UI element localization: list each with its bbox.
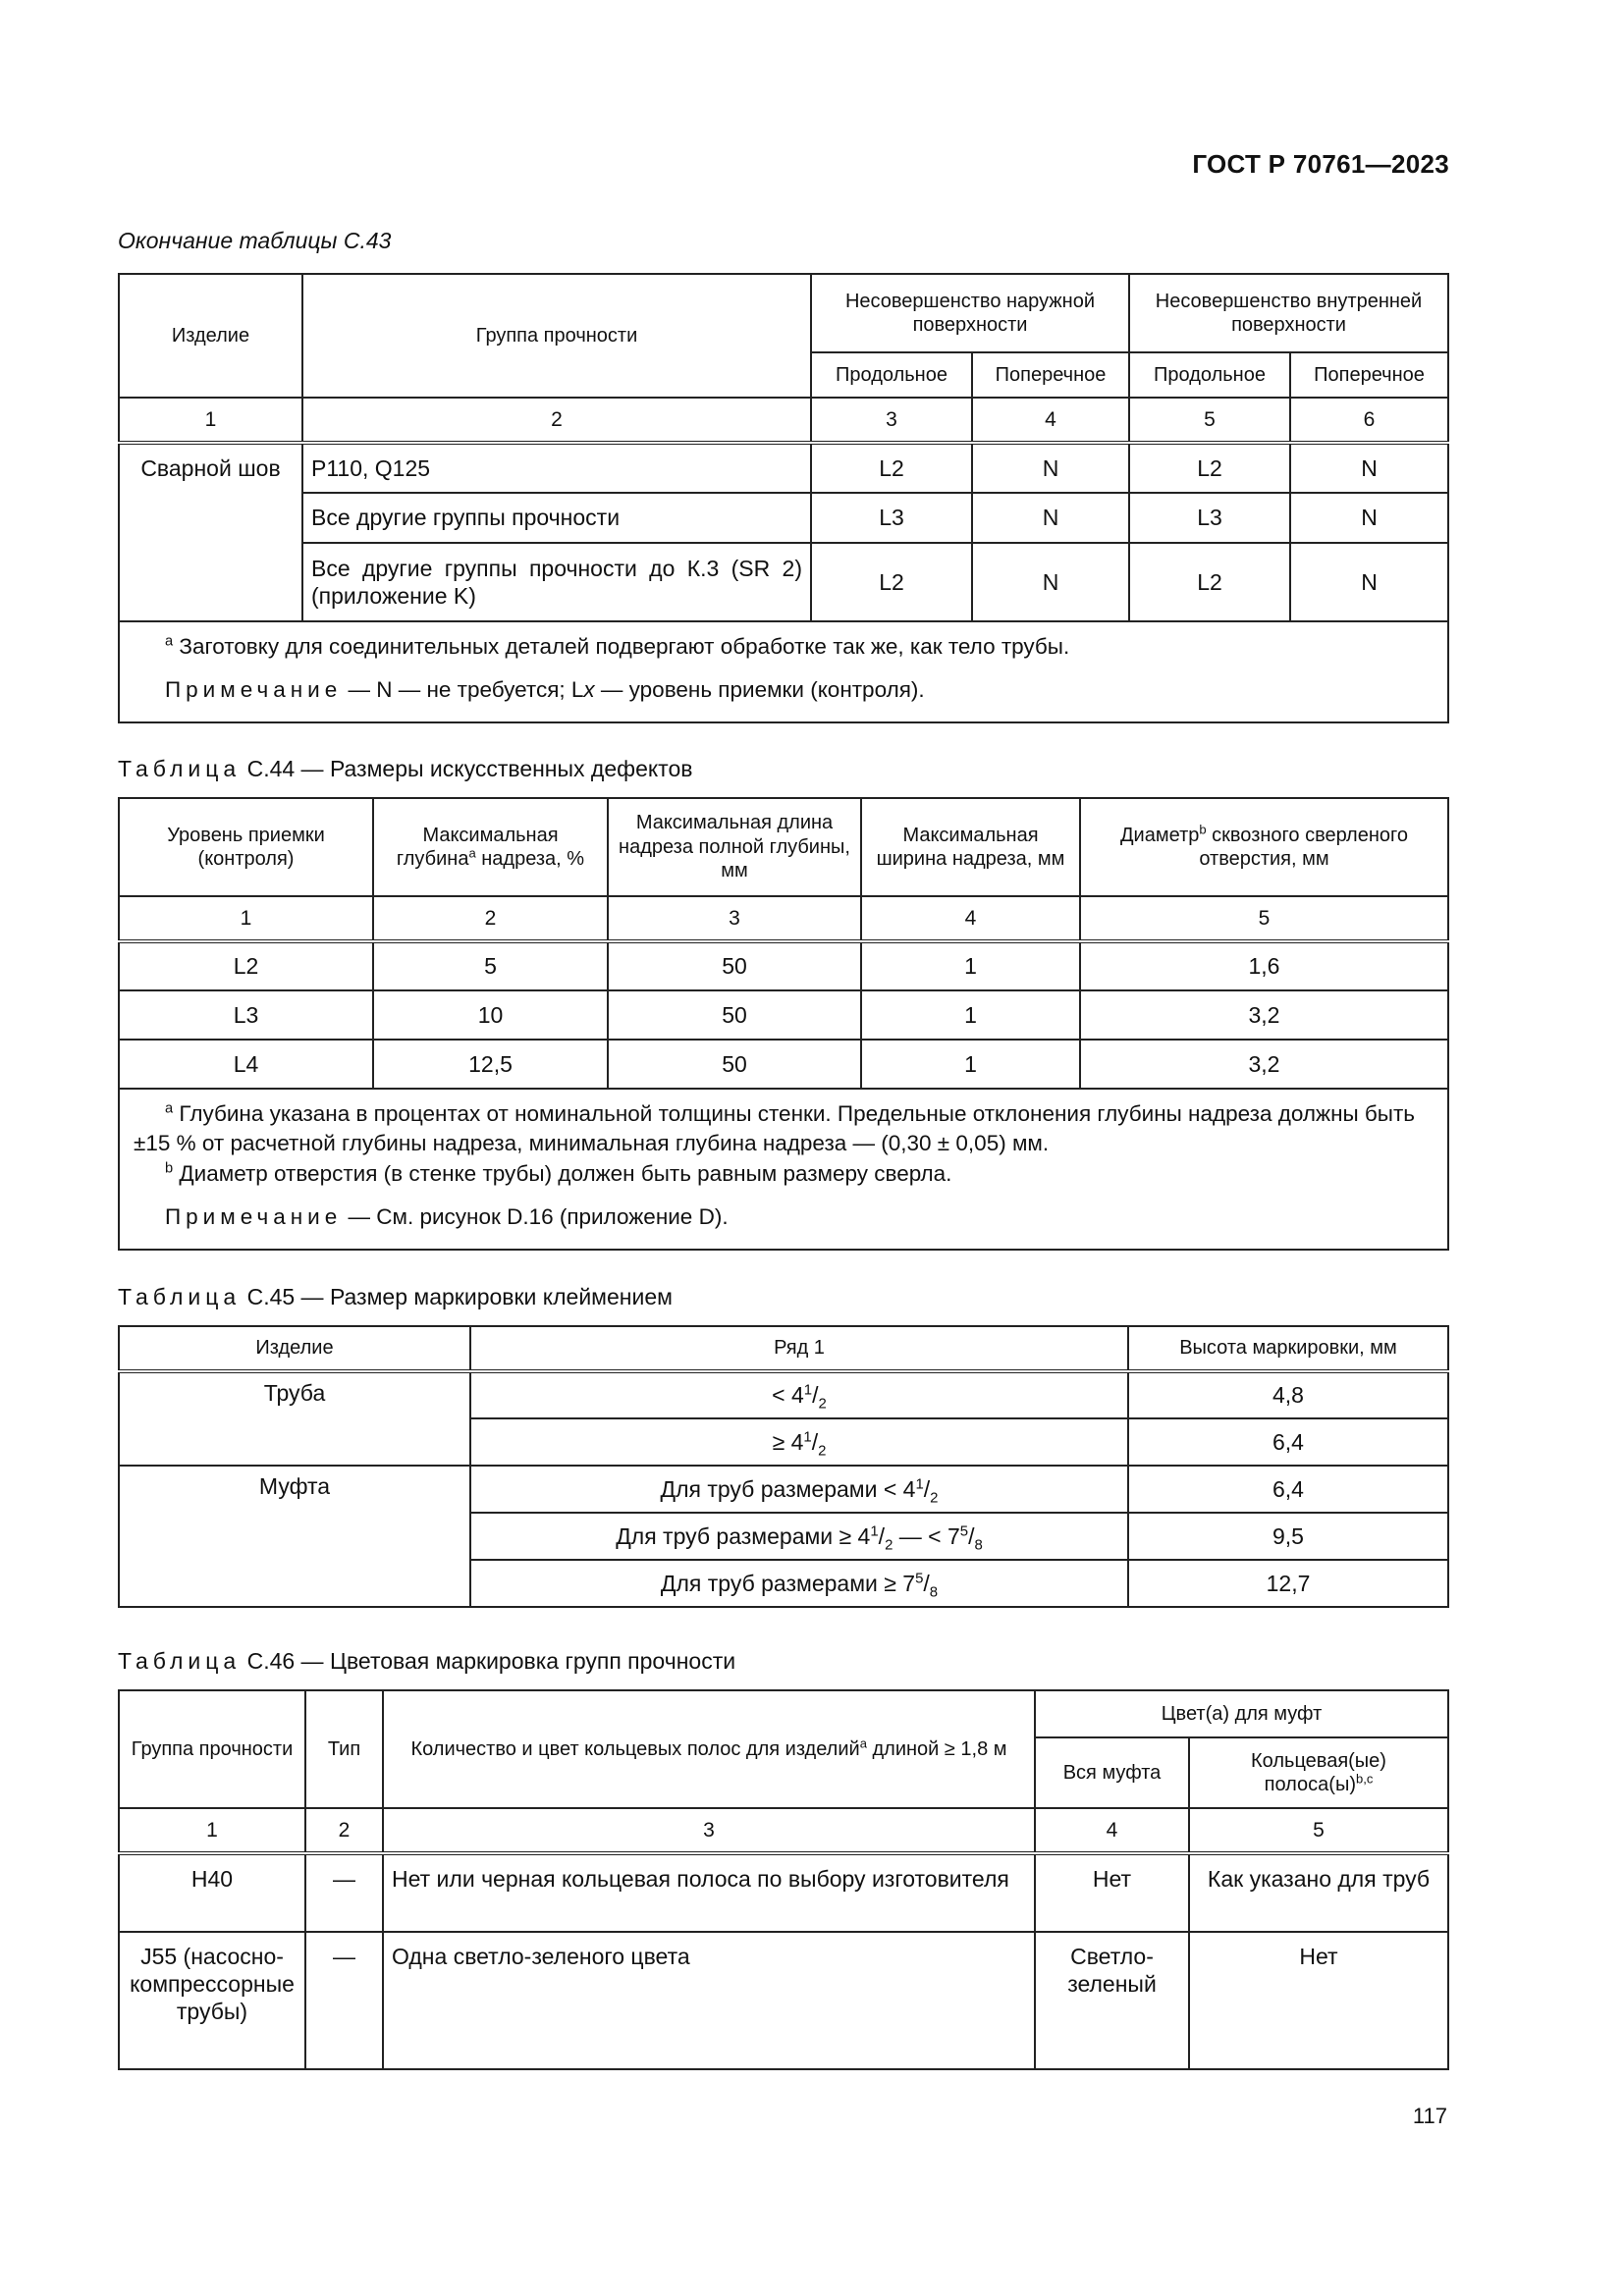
footnote-mark: b <box>165 1160 174 1177</box>
table-cell: L3 <box>811 493 972 543</box>
header-longitudinal: Продольное <box>811 352 972 398</box>
size-text: Для труб размерами < 4 <box>660 1475 916 1502</box>
table-cell: 1 <box>861 1040 1080 1089</box>
footnote-a <box>134 1099 1435 1159</box>
footnote-b <box>134 1159 1435 1189</box>
table-notes-row <box>119 621 1448 722</box>
column-number: 1 <box>119 398 302 443</box>
table-cell: Нет <box>1035 1853 1189 1932</box>
note-variable: x <box>583 677 595 703</box>
table-cell: 1,6 <box>1080 941 1448 990</box>
size-cell: ≥ $4^1/_2$ <box>470 1418 1128 1466</box>
strength-group-cell: Все другие группы прочности <box>302 493 811 543</box>
header-text: Диаметр <box>1120 824 1200 846</box>
fraction-numerator: 5 <box>915 1570 924 1587</box>
footnote-text: Заготовку для соединительных деталей подвергают обработке так же, как тело трубы. <box>179 634 1070 659</box>
table-cell: — <box>305 1932 383 2069</box>
header-row-1: Ряд 1 <box>470 1326 1128 1371</box>
table-cell: 12,5 <box>373 1040 608 1089</box>
header-inner-surface: Несовершенство внутренней поверхности <box>1129 274 1448 352</box>
header-hole-diameter <box>1080 798 1448 896</box>
table-cell: N <box>972 443 1129 493</box>
table-cell: 50 <box>608 941 861 990</box>
header-outer-surface: Несовершенство наружной поверхности <box>811 274 1129 352</box>
table-c46-caption <box>118 1648 735 1675</box>
product-name: Сварной шов <box>119 443 302 621</box>
table-cell: Как указано для труб <box>1189 1853 1448 1932</box>
column-number: 5 <box>1189 1808 1448 1853</box>
table-c46 <box>118 1689 1449 2070</box>
header-whole-coupling: Вся муфта <box>1035 1737 1189 1808</box>
note-label: Примечание <box>165 677 343 703</box>
table-note <box>134 1202 1435 1232</box>
header-strength-group: Группа прочности <box>119 1690 305 1808</box>
table-cell: 3,2 <box>1080 990 1448 1040</box>
table-cell: N <box>1290 493 1448 543</box>
caption-prefix: Таблица <box>118 756 242 781</box>
fraction-denominator: 2 <box>930 1489 939 1507</box>
table-c43 <box>118 273 1449 723</box>
table-cell: — <box>305 1853 383 1932</box>
table-row <box>119 1371 1448 1418</box>
column-number: 2 <box>373 896 608 941</box>
table-notes-row <box>119 1089 1448 1250</box>
table-cell: 3,2 <box>1080 1040 1448 1089</box>
fraction-denominator: 8 <box>974 1536 983 1554</box>
table-cell: 50 <box>608 990 861 1040</box>
size-cell: Для труб размерами ≥ $7^5/_8$ <box>470 1560 1128 1607</box>
column-number: 3 <box>383 1808 1035 1853</box>
strength-group-cell: P110, Q125 <box>302 443 811 493</box>
size-cell: < $4^1/_2$ <box>470 1371 1128 1418</box>
table-cell: 9,5 <box>1128 1513 1448 1560</box>
table-cell: 5 <box>373 941 608 990</box>
table-cell: 10 <box>373 990 608 1040</box>
table-cell: 6,4 <box>1128 1466 1448 1513</box>
column-number: 5 <box>1129 398 1290 443</box>
fraction-numerator: 1 <box>803 1381 813 1399</box>
column-number: 4 <box>861 896 1080 941</box>
table-row <box>119 1853 1448 1932</box>
size-text: < 4 <box>772 1382 804 1409</box>
column-number: 3 <box>811 398 972 443</box>
size-text: Для труб размерами ≥ 4 <box>616 1522 871 1549</box>
table-c43-caption: Окончание таблицы С.43 <box>118 228 392 253</box>
caption-prefix: Таблица <box>118 1284 242 1309</box>
header-longitudinal: Продольное <box>1129 352 1290 398</box>
table-cell: J55 (насосно-компрессорные трубы) <box>119 1932 305 2069</box>
caption-text: С.44 — Размеры искусственных дефектов <box>246 756 693 781</box>
column-number: 5 <box>1080 896 1448 941</box>
header-ring-bands <box>1189 1737 1448 1808</box>
note-label: Примечание <box>165 1204 343 1230</box>
size-text: ≥ 4 <box>772 1428 804 1455</box>
table-cell: N <box>1290 543 1448 621</box>
header-type: Тип <box>305 1690 383 1808</box>
caption-prefix: Таблица <box>118 1648 242 1674</box>
table-cell: Нет или черная кольцевая полоса по выбору изготовителя <box>383 1853 1035 1932</box>
page-number: 117 <box>1412 2104 1447 2128</box>
caption-text: С.45 — Размер маркировки клеймением <box>246 1284 673 1309</box>
header-max-width: Максимальная ширина надреза, мм <box>861 798 1080 896</box>
table-row <box>119 493 1448 543</box>
fraction-denominator: 2 <box>818 1396 827 1414</box>
footnote-mark: a <box>165 633 174 650</box>
header-transverse: Поперечное <box>972 352 1129 398</box>
column-number: 4 <box>1035 1808 1189 1853</box>
table-cell: H40 <box>119 1853 305 1932</box>
header-strength-group: Группа прочности <box>302 274 811 398</box>
table-cell: L3 <box>1129 493 1290 543</box>
column-number-row <box>119 1808 1448 1853</box>
footnote-text: Диаметр отверстия (в стенке трубы) должен быть равным размеру сверла. <box>179 1160 952 1186</box>
column-number: 1 <box>119 896 373 941</box>
table-cell: 6,4 <box>1128 1418 1448 1466</box>
table-cell: N <box>972 493 1129 543</box>
header-text: надреза, % <box>475 848 585 870</box>
note-text: — N — не требуется; L <box>342 677 584 703</box>
table-c44-caption <box>118 756 692 782</box>
column-number: 3 <box>608 896 861 941</box>
column-number: 4 <box>972 398 1129 443</box>
fraction-numerator: 1 <box>915 1475 924 1493</box>
header-transverse: Поперечное <box>1290 352 1448 398</box>
table-cell: 1 <box>861 941 1080 990</box>
column-number: 6 <box>1290 398 1448 443</box>
product-name: Труба <box>119 1371 470 1466</box>
footnote-mark: a <box>165 1100 174 1117</box>
table-cell: L2 <box>811 543 972 621</box>
fraction-denominator: 2 <box>885 1536 893 1554</box>
table-row <box>119 1040 1448 1089</box>
header-marking-height: Высота маркировки, мм <box>1128 1326 1448 1371</box>
table-cell: 12,7 <box>1128 1560 1448 1607</box>
table-cell: N <box>972 543 1129 621</box>
table-row <box>119 443 1448 493</box>
footnote-mark: a <box>468 845 476 861</box>
footnote-a <box>134 632 1435 662</box>
fraction-numerator: 1 <box>870 1522 879 1540</box>
column-number: 2 <box>305 1808 383 1853</box>
table-row <box>119 941 1448 990</box>
table-cell: N <box>1290 443 1448 493</box>
header-product: Изделие <box>119 274 302 398</box>
header-max-length: Максимальная длина надреза полной глубины, мм <box>608 798 861 896</box>
header-coupling-colors: Цвет(а) для муфт <box>1035 1690 1448 1737</box>
note-text: — См. рисунок D.16 (приложение D). <box>342 1204 729 1230</box>
table-cell: 50 <box>608 1040 861 1089</box>
table-cell: L3 <box>119 990 373 1040</box>
table-cell: Нет <box>1189 1932 1448 2069</box>
table-c45-caption <box>118 1284 673 1310</box>
table-c44 <box>118 797 1449 1251</box>
table-row <box>119 990 1448 1040</box>
header-text: длиной ≥ 1,8 м <box>866 1737 1007 1760</box>
column-number: 1 <box>119 1808 305 1853</box>
header-text: Кольцевая(ые) полоса(ы) <box>1251 1749 1386 1795</box>
table-c45 <box>118 1325 1449 1608</box>
fraction-denominator: 8 <box>929 1583 939 1601</box>
footnote-mark: b <box>1199 821 1207 836</box>
size-cell: Для труб размерами < $4^1/_2$ <box>470 1466 1128 1513</box>
footnote-text: Глубина указана в процентах от номинальной толщины стенки. Предельные отклонения глубины надреза должны быть ±15 % от расчетной глубины надреза, минимальная глубина надреза — (0,30 ± 0,05) мм. <box>134 1101 1415 1156</box>
fraction-numerator: 5 <box>959 1522 969 1540</box>
document-id: ГОСТ Р 70761—2023 <box>1192 149 1449 179</box>
size-text: — < 7 <box>893 1522 960 1549</box>
strength-group-cell: Все другие группы прочности до К.3 (SR 2) (приложение K) <box>302 543 811 621</box>
table-cell: L2 <box>119 941 373 990</box>
header-acceptance-level: Уровень приемки (контроля) <box>119 798 373 896</box>
caption-text: С.46 — Цветовая маркировка групп прочности <box>246 1648 736 1674</box>
table-note <box>134 675 1435 705</box>
header-text: сквозного сверленого отверстия, мм <box>1199 824 1408 870</box>
table-cell: L4 <box>119 1040 373 1089</box>
footnote-mark: b,c <box>1356 1771 1374 1787</box>
footnote-mark: a <box>859 1735 867 1751</box>
column-number: 2 <box>302 398 811 443</box>
table-row <box>119 1932 1448 2069</box>
fraction-numerator: 1 <box>803 1428 812 1446</box>
table-row <box>119 1466 1448 1513</box>
table-cell: 4,8 <box>1128 1371 1448 1418</box>
fraction-denominator: 2 <box>818 1442 827 1460</box>
table-cell: 1 <box>861 990 1080 1040</box>
header-text: Максимальная глубина <box>396 824 559 870</box>
table-cell: L2 <box>1129 543 1290 621</box>
size-cell: Для труб размерами ≥ $4^1/_2$ — < $7^5/_8$ <box>470 1513 1128 1560</box>
note-text: — уровень приемки (контроля). <box>594 677 925 703</box>
table-notes <box>119 621 1448 722</box>
size-text: Для труб размерами ≥ 7 <box>660 1570 916 1596</box>
header-text: Количество и цвет кольцевых полос для изделий <box>410 1737 860 1760</box>
table-row <box>119 543 1448 621</box>
header-bands <box>383 1690 1035 1808</box>
table-cell: L2 <box>1129 443 1290 493</box>
header-product: Изделие <box>119 1326 470 1371</box>
column-number-row <box>119 896 1448 941</box>
table-notes <box>119 1089 1448 1250</box>
table-cell: Светло-зеленый <box>1035 1932 1189 2069</box>
table-cell: Одна светло-зеленого цвета <box>383 1932 1035 2069</box>
header-max-depth <box>373 798 608 896</box>
product-name: Муфта <box>119 1466 470 1607</box>
table-cell: L2 <box>811 443 972 493</box>
column-number-row <box>119 398 1448 443</box>
